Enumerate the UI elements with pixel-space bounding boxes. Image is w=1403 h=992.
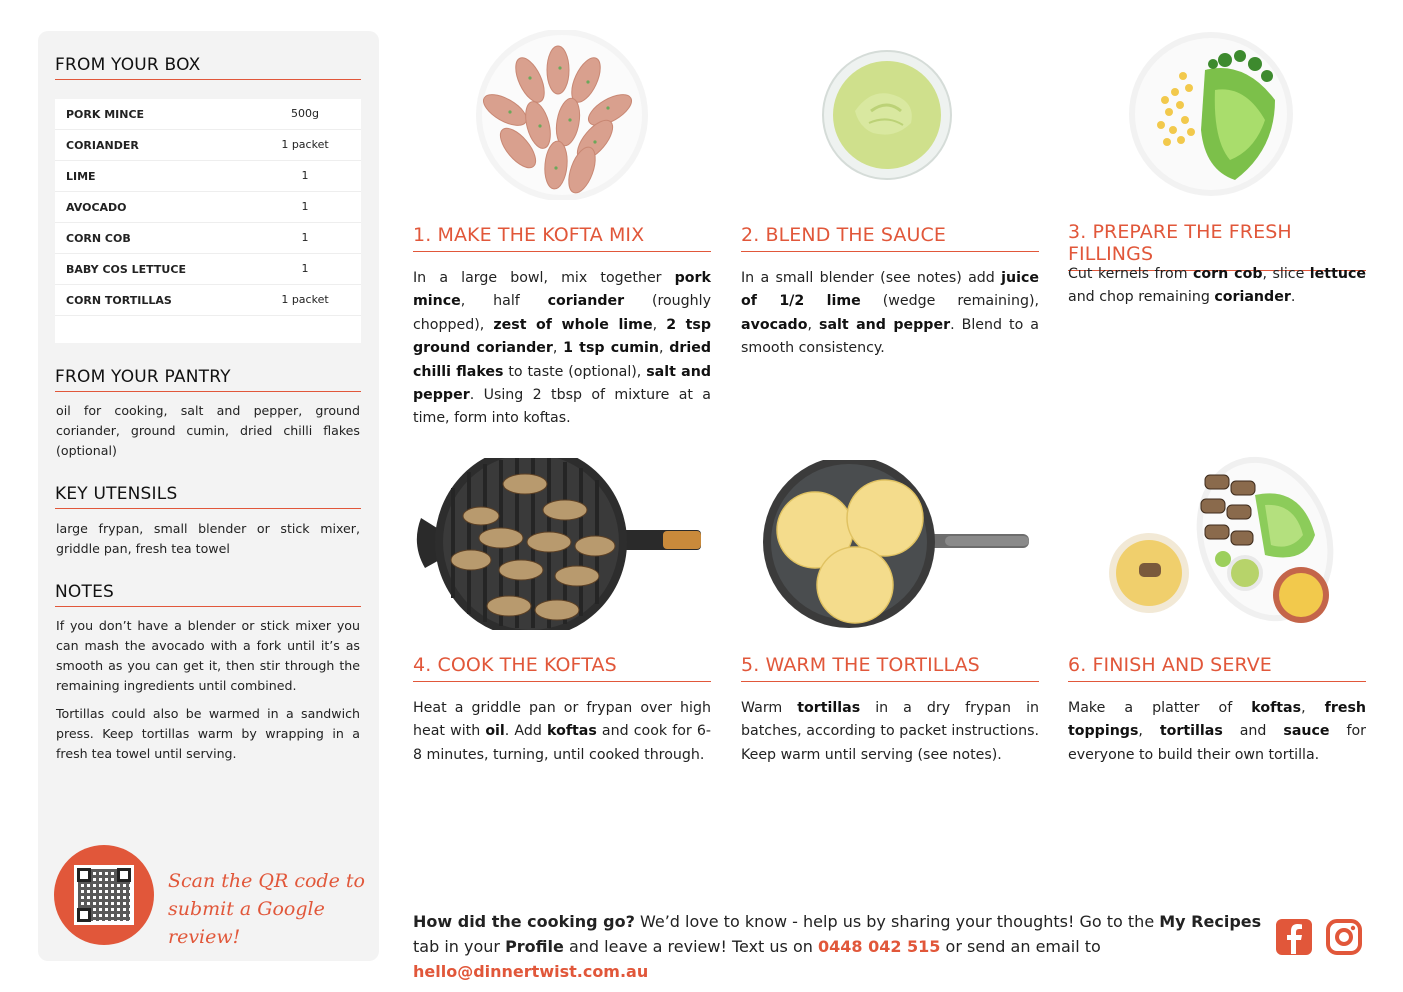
sidebar bbox=[38, 31, 379, 961]
qr-code[interactable] bbox=[54, 845, 154, 945]
griddle-pan-image bbox=[413, 458, 703, 630]
step-6-text: Make a platter of koftas, fresh toppings, tortillas and sauce for everyone to build their own tortilla. bbox=[1068, 700, 1366, 763]
table-row bbox=[55, 285, 361, 316]
table-row bbox=[55, 130, 361, 161]
qr-caption-line-1: Scan the QR code to bbox=[168, 870, 365, 892]
step-2-text: In a small blender (see notes) add juice of 1/2 lime (wedge remaining), avocado, salt and pepper. Blend to a smooth consistency. bbox=[741, 270, 1040, 357]
fresh-fillings-image bbox=[1125, 30, 1300, 200]
ingredient-name: CORN COB bbox=[66, 232, 131, 245]
profile-link[interactable]: Profile bbox=[505, 937, 564, 956]
raw-koftas-image bbox=[470, 30, 660, 200]
ingredient-qty: 1 bbox=[301, 262, 309, 275]
table-row bbox=[55, 223, 361, 254]
ingredients-table bbox=[55, 99, 361, 343]
feedback-footer: How did the cooking go? We’d love to know - help us by sharing your thoughts! Go to the My Recipes tab in your Profile and leave a review! Text us on 0448 042 515 or send an email to hello@dinnertwist.com.au bbox=[413, 912, 1262, 981]
ingredient-name: BABY COS LETTUCE bbox=[66, 263, 186, 276]
email-link[interactable]: hello@dinnertwist.com.au bbox=[413, 962, 649, 981]
table-row bbox=[55, 192, 361, 223]
step-2-title: 2. BLEND THE SAUCE bbox=[741, 224, 1039, 252]
key-utensils-heading: KEY UTENSILS bbox=[55, 484, 361, 509]
step-1-title: 1. MAKE THE KOFTA MIX bbox=[413, 224, 711, 252]
from-your-pantry-heading: FROM YOUR PANTRY bbox=[55, 367, 361, 392]
table-row bbox=[55, 254, 361, 285]
table-row bbox=[55, 99, 361, 130]
step-4-text: Heat a griddle pan or frypan over high heat with oil. Add koftas and cook for 6-8 minutes, turning, until cooked through. bbox=[413, 700, 711, 763]
pantry-text: oil for cooking, salt and pepper, ground coriander, ground cumin, dried chilli flakes (optional) bbox=[56, 403, 360, 458]
qr-caption-line-2: submit a Google review! bbox=[168, 898, 325, 948]
ingredient-name: CORN TORTILLAS bbox=[66, 294, 172, 307]
ingredient-name: CORIANDER bbox=[66, 139, 139, 152]
tortillas-pan-image bbox=[755, 460, 1030, 630]
step-1-text: In a large bowl, mix together pork mince, half coriander (roughly chopped), zest of whole lime, 2 tsp ground coriander, 1 tsp cumin, dried chilli flakes to taste (optional), salt and pepper. Using 2 tbsp of mixture at a time, form into koftas. bbox=[413, 270, 712, 427]
avocado-sauce-image bbox=[815, 45, 960, 185]
ingredient-qty: 500g bbox=[291, 107, 319, 120]
step-3-title: 3. PREPARE THE FRESH FILLINGS bbox=[1068, 221, 1366, 271]
ingredient-qty: 1 packet bbox=[281, 293, 329, 306]
ingredient-qty: 1 packet bbox=[281, 138, 329, 151]
my-recipes-link[interactable]: My Recipes bbox=[1159, 912, 1262, 931]
feedback-question: How did the cooking go? bbox=[413, 912, 635, 931]
facebook-icon[interactable] bbox=[1275, 918, 1313, 956]
qr-code-image bbox=[74, 865, 134, 925]
step-4-title: 4. COOK THE KOFTAS bbox=[413, 654, 711, 682]
phone-link[interactable]: 0448 042 515 bbox=[817, 937, 941, 956]
ingredient-name: PORK MINCE bbox=[66, 108, 145, 121]
serving-platter-image bbox=[1105, 455, 1340, 635]
instagram-icon[interactable] bbox=[1325, 918, 1363, 956]
ingredient-qty: 1 bbox=[301, 200, 309, 213]
step-5-title: 5. WARM THE TORTILLAS bbox=[741, 654, 1039, 682]
ingredient-name: LIME bbox=[66, 170, 96, 183]
qr-caption bbox=[168, 867, 368, 951]
step-6-title: 6. FINISH AND SERVE bbox=[1068, 654, 1366, 682]
utensils-text: large frypan, small blender or stick mixer, griddle pan, fresh tea towel bbox=[56, 521, 360, 556]
ingredient-qty: 1 bbox=[301, 169, 309, 182]
notes-paragraph-1: If you don’t have a blender or stick mixer you can mash the avocado with a fork until it’s as smooth as you can get it, then stir through the remaining ingredients until combined. bbox=[56, 618, 360, 693]
step-5-text: Warm tortillas in a dry frypan in batches, according to packet instructions. Keep warm until serving (see notes). bbox=[741, 700, 1039, 763]
ingredient-qty: 1 bbox=[301, 231, 309, 244]
ingredient-name: AVOCADO bbox=[66, 201, 127, 214]
notes-paragraph-2: Tortillas could also be warmed in a sandwich press. Keep tortillas warm by wrapping in a fresh tea towel until serving. bbox=[56, 706, 360, 761]
table-row bbox=[55, 161, 361, 192]
notes-heading: NOTES bbox=[55, 582, 361, 607]
step-3-text: Cut kernels from corn cob, slice lettuce and chop remaining coriander. bbox=[1068, 266, 1366, 306]
from-your-box-heading: FROM YOUR BOX bbox=[55, 55, 361, 80]
